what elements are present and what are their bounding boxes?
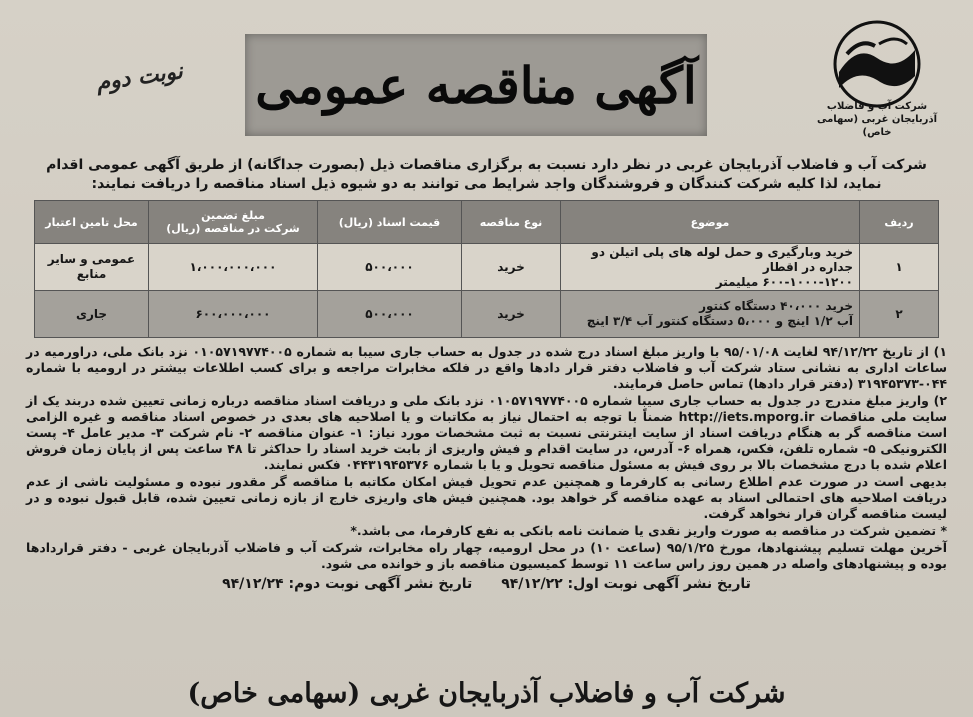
col-funding: محل تامین اعتبار <box>35 201 149 244</box>
col-doc-price: قیمت اسناد (ریال) <box>318 201 462 244</box>
paragraph-2: ۲) واریز مبلغ مندرج در جدول به حساب جاری سیبا شماره ۰۱۰۵۷۱۹۷۷۴۰۰۵ نزد بانک ملی و دریافت اسناد مناقصه درباره زمانی تعیین شده دربند یک از سایت ملی مناقصات http://iets.mporg.ir ضمناً با توجه به احتمال نیاز به مکاتبات و یا اصلاحیه های بعدی در خصوص اسناد مناقصه و غیره الزامی است مناقصه گر به هنگام دریافت اسناد از سایت اینترنتی نسبت به ثبت مشخصات مورد نیاز: ۱- عنوان مناقصه ۲- نام شرکت ۳- مدیر عامل ۴- پست الکترونیکی ۵- شماره تلفن، فکس، همراه ۶- آدرس، در سایت اقدام و فیش واریزی از بابت خرید اسناد را حداکثر تا ۴۸ ساعت پس از پایان زمان فروش اعلام شده با درج مشخصات بالا بر روی فیش به مسئول مناقصه تحویل و یا با شماره ۰۴۴۳۱۹۴۵۳۷۶ فکس نمایند. <box>26 393 947 472</box>
cell-no: ۱ <box>860 244 939 291</box>
first-publish-date: تاریخ نشر آگهی نوبت اول: ۹۴/۱۲/۲۲ <box>501 576 751 592</box>
cell-subject-line1: خرید وبارگیری و حمل لوله های پلی اتیلن دو جداره در اقطار <box>591 244 853 274</box>
col-guarantee <box>149 201 318 244</box>
paragraph-1: ۱) از تاریخ ۹۴/۱۲/۲۲ لغایت ۹۵/۰۱/۰۸ با واریز مبلغ اسناد درج شده در جدول به حساب جاری سیبا به شماره ۰۱۰۵۷۱۹۷۷۴۰۰۵ نزد بانک ملی، دراورمیه در ساعات اداری به نشانی ستاد شرکت آب و فاضلاب دفتر قرار دادها واقع در فلکه مخابرات مراجعه و برای کسب اطلاعات بیشتر در ارومیه با شماره ۰۴۴-۳۱۹۴۵۳۷۳ (دفتر قرار دادها) تماس حاصل فرمایند. <box>26 344 947 391</box>
table-row <box>35 244 939 291</box>
ad-body <box>26 344 947 572</box>
col-row: ردیف <box>860 201 939 244</box>
tender-table <box>34 200 939 338</box>
cell-no: ۲ <box>860 291 939 338</box>
round-label: نوبت دوم <box>94 58 185 96</box>
cell-subject-line2: آب ۱/۲ اینچ و ۵،۰۰۰ دستگاه کنتور آب ۳/۴ اینچ <box>586 314 853 328</box>
footer-company-name: شرکت آب و فاضلاب آذربایجان غربی (سهامی خاص) <box>187 678 786 709</box>
table-row <box>35 291 939 338</box>
cell-guarantee: ۱،۰۰۰،۰۰۰،۰۰۰ <box>149 244 318 291</box>
cell-subject-line2: ۶۰۰-۱۰۰۰-۱۲۰۰ میلیمتر <box>715 274 853 289</box>
logo-caption-line1: شرکت آب و فاضلاب <box>826 101 928 112</box>
cell-subject-line1: خرید ۴۰،۰۰۰ دستگاه کنتور <box>699 299 853 313</box>
table-header-row <box>35 201 939 244</box>
cell-subject <box>561 244 860 291</box>
cell-funding: جاری <box>35 291 149 338</box>
paragraph-5: آخرین مهلت تسلیم پیشنهادها، مورخ ۹۵/۱/۲۵ (ساعت ۱۰) در محل ارومیه، چهار راه مخابرات، شرکت آب و فاضلاب آذربایجان غربی - دفتر قراردادها بوده و پیشنهادهای واصله در همین روز راس ساعت ۱۱ توسط کمیسیون مناقصه باز و خوانده می شود. <box>26 540 947 571</box>
publish-dates <box>8 576 965 592</box>
ad-header <box>8 6 965 156</box>
second-publish-date: تاریخ نشر آگهی نوبت دوم: ۹۴/۱۲/۲۴ <box>222 576 473 592</box>
logo-caption <box>811 100 943 139</box>
title-box <box>245 34 707 136</box>
ad-title: آگهی مناقصه عمومی <box>255 55 697 115</box>
cell-doc-price: ۵۰۰،۰۰۰ <box>318 291 462 338</box>
cell-funding: عمومی و سایر منابع <box>35 244 149 291</box>
paragraph-3: بدیهی است در صورت عدم اطلاع رسانی به کارفرما و همچنین عدم تحویل فیش امکان مکاتبه با مناقصه گر مقدور نبوده و مسئولیت ناشی از عدم دریافت اصلاحیه های احتمالی اسناد به عهده مناقصه گر خواهد بود. همچنین فیش های واریزی خارج از بازه زمانی تعیین شده، قابل قبول نبوده و در لیست مناقصه گران قرار نخواهد گرفت. <box>26 474 947 521</box>
paragraph-4: * تضمین شرکت در مناقصه به صورت واریز نقدی یا ضمانت نامه بانکی به نفع کارفرما، می باشد.* <box>350 523 947 538</box>
col-subject: موضوع <box>561 201 860 244</box>
logo-caption-line2: آذربایجان غربی (سهامی خاص) <box>816 114 938 138</box>
cell-guarantee: ۶۰۰،۰۰۰،۰۰۰ <box>149 291 318 338</box>
col-type: نوع مناقصه <box>462 201 561 244</box>
cell-type: خرید <box>462 244 561 291</box>
col-guarantee-line2: شرکت در مناقصه (ریال) <box>166 222 300 235</box>
cell-doc-price: ۵۰۰،۰۰۰ <box>318 244 462 291</box>
cell-subject <box>561 291 860 338</box>
intro-text: شرکت آب و فاضلاب آذربایجان غربی در نظر دارد نسبت به برگزاری مناقصات ذیل (بصورت جداگانه) از طریق آگهی عمومی اقدام نماید، لذا کلیه شرکت کنندگان و فروشندگان واجد شرایط می توانند به دو شیوه ذیل اسناد مناقصه را دریافت نمایند: <box>46 157 927 192</box>
cell-type: خرید <box>462 291 561 338</box>
col-guarantee-line1: مبلغ تضمین <box>201 209 265 222</box>
